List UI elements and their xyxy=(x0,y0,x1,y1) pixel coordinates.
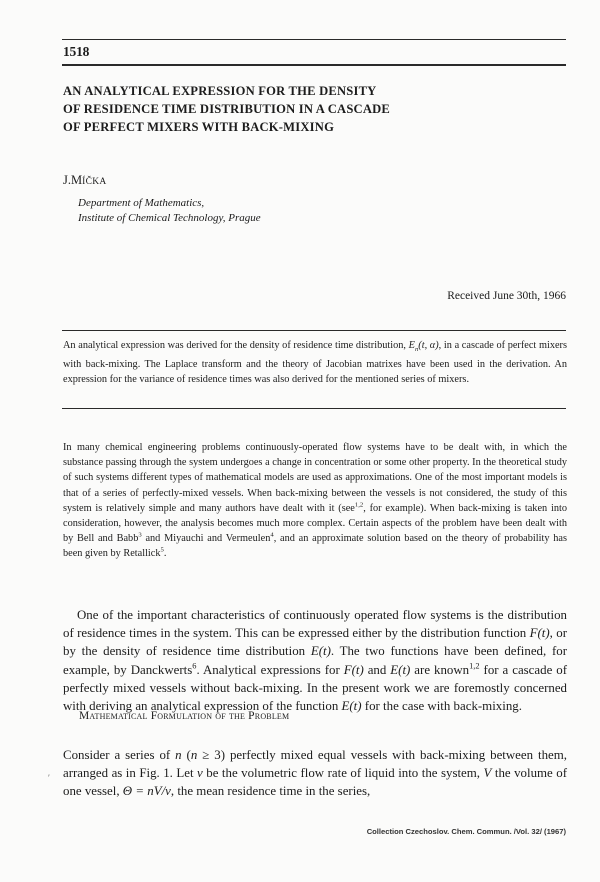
reference-link[interactable]: 6 xyxy=(192,661,197,671)
title-line: OF PERFECT MIXERS WITH BACK-MIXING xyxy=(63,120,335,134)
title-line: AN ANALYTICAL EXPRESSION FOR THE DENSITY xyxy=(63,84,377,98)
body-paragraph: Consider a series of n (n ≥ 3) perfectly mixed equal vessels with back-mixing between them, arranged as in Fig. 1. Let v be the volumetric flow rate of liquid into the system, V the volume of one vessel, Θ = nV/v, the mean residence time in the series, xyxy=(63,748,568,799)
body-paragraph: One of the important characteristics of continuously operated flow systems is the distribution of residence times in the system. This can be expressed either by the distribution function F(t), or by the density of residence time distribution E(t). The two functions have been defined, for example, by Danckwerts$^6$. Analytical expressions for F(t) and E(t) are known$^{1,2}$ for a cascade of perfectly mixed vessels without back-mixing. In the present work we are foremostly concerned with deriving an analytical expression of the function E(t) for the case with back-mixing. xyxy=(63,608,568,714)
article-title xyxy=(63,82,523,136)
section-heading: Mathematical Formulation of the Problem xyxy=(79,710,290,722)
reference-link[interactable]: 1,2 xyxy=(354,501,364,509)
scan-mark: ′ xyxy=(48,773,50,783)
received-date: Received June 30th, 1966 xyxy=(447,290,566,302)
title-line: OF RESIDENCE TIME DISTRIBUTION IN A CASCADE xyxy=(63,102,391,116)
affiliation xyxy=(78,196,261,226)
introduction-paragraph: In many chemical engineering problems continuously-operated flow systems have to be dealt with, in which the substance passing through the system undergoes a change in concentration or some other property. In the theoretical study of such systems different types of mathematical models are used as approximations. One of the most important models is that of a series of perfectly-mixed vessels. When back-mixing between the vessels is not considered, the study of this system is relatively simple and many authors have dealt with it (see$^{1,2}$, for example). When back-mixing is taken into consideration, however, the analysis becomes much more complex. Certain aspects of the problem have been dealt with by Bell and Babb$^3$ and Miyauchi and Vermeulen$^4$, and an approximate solution based on the theory of probability has been given by Retallick$^5$. xyxy=(63,442,567,560)
abstract-top-rule xyxy=(62,330,566,331)
journal-citation: Collection Czechoslov. Chem. Commun. /Vol. 32/ (1967) xyxy=(366,827,566,836)
top-rule xyxy=(62,39,566,40)
reference-link[interactable]: 1,2 xyxy=(469,661,480,671)
abstract: An analytical expression was derived for the density of residence time distribution, $E_n(t$, α), in a cascade of perfect mixers with back-mixing. The Laplace transform and the theory of Jacobian matrixes have been used in the derivation. An expression for the variance of residence times was also derived for the mentioned series of mixers. xyxy=(63,340,567,386)
reference-link[interactable]: 3 xyxy=(138,531,142,539)
author: J.MÍČKA xyxy=(63,173,107,187)
affiliation-line: Institute of Chemical Technology, Prague xyxy=(78,212,261,224)
abstract-bottom-rule xyxy=(62,408,566,409)
page-number: 1518 xyxy=(63,44,90,59)
header-rule xyxy=(62,64,566,66)
math-symbol: $E_n(t$, α) xyxy=(408,340,439,354)
reference-link[interactable]: 4 xyxy=(270,531,274,539)
affiliation-line: Department of Mathematics, xyxy=(78,197,205,209)
reference-link[interactable]: 5 xyxy=(160,547,164,554)
